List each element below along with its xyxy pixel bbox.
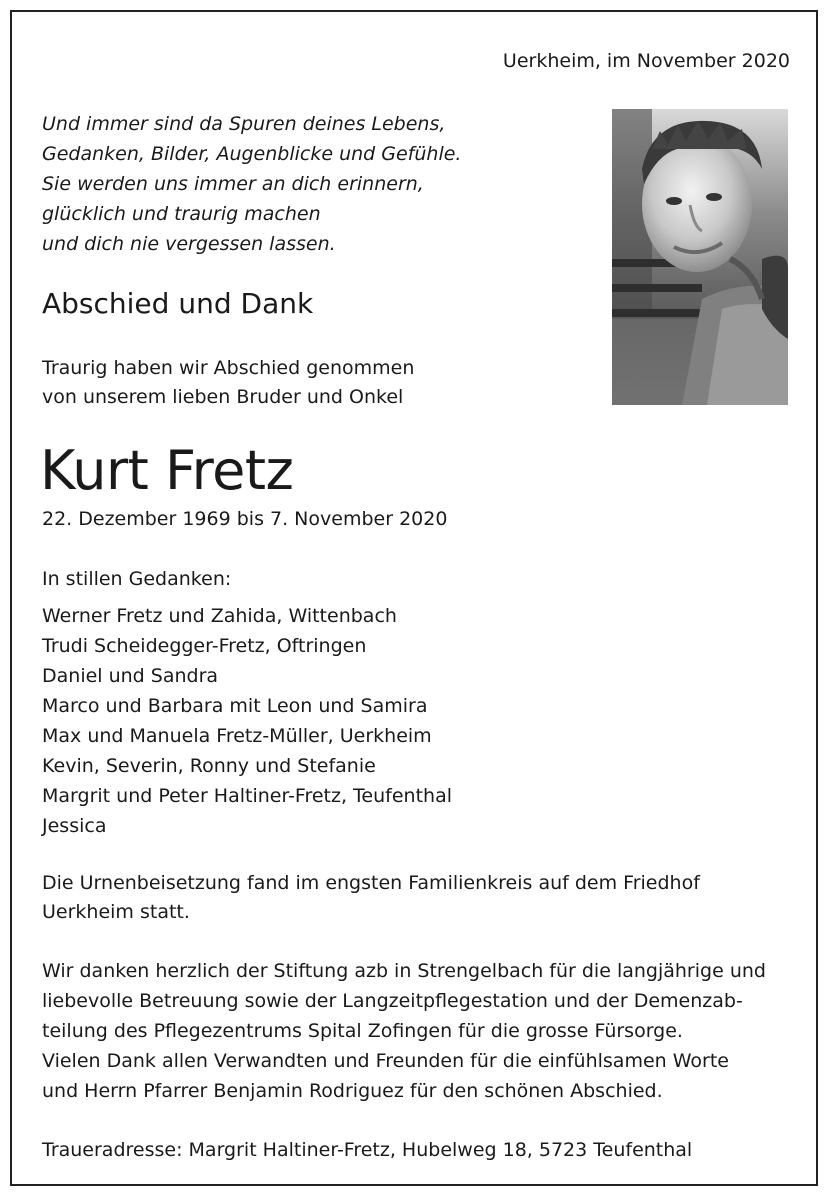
heading: Abschied und Dank: [42, 287, 314, 320]
thanks-line: Wir danken herzlich der Stiftung azb in Strengelbach für die langjährige und: [42, 960, 766, 982]
thanks-line: teilung des Pflegezentrums Spital Zofingen für die grosse Fürsorge.: [42, 1020, 683, 1042]
poem-line: und dich nie vergessen lassen.: [42, 233, 336, 255]
burial-line: Die Urnenbeisetzung fand im engsten Familienkreis auf dem Friedhof: [42, 872, 700, 894]
list-item: Jessica: [42, 815, 107, 837]
list-item: Marco und Barbara mit Leon und Samira: [42, 695, 428, 717]
thanks-line: liebevolle Betreuung sowie der Langzeitpflegestation und der Demenzab-: [42, 990, 743, 1012]
intro-text: [42, 354, 414, 412]
poem-line: Und immer sind da Spuren deines Lebens,: [42, 113, 446, 135]
burial-line: Uerkheim statt.: [42, 901, 190, 923]
portrait-photo: [612, 109, 788, 405]
list-item: Trudi Scheidegger-Fretz, Oftringen: [42, 635, 367, 657]
poem-line: Gedanken, Bilder, Augenblicke und Gefühle.: [42, 143, 462, 165]
burial-notice: [42, 869, 700, 927]
poem-line: Sie werden uns immer an dich erinnern,: [42, 173, 424, 195]
thanks-paragraph: [42, 956, 766, 1106]
place-date: Uerkheim, im November 2020: [502, 50, 790, 72]
mourners-list: [42, 601, 452, 841]
lifespan-dates: 22. Dezember 1969 bis 7. November 2020: [42, 508, 448, 530]
thanks-line: Vielen Dank allen Verwandten und Freunden für die einfühlsamen Worte: [42, 1050, 729, 1072]
list-item: Werner Fretz und Zahida, Wittenbach: [42, 605, 397, 627]
poem-line: glücklich und traurig machen: [42, 203, 321, 225]
list-item: Kevin, Severin, Ronny und Stefanie: [42, 755, 376, 777]
list-item: Max und Manuela Fretz-Müller, Uerkheim: [42, 725, 432, 747]
mourners-title: In stillen Gedanken:: [42, 568, 232, 590]
list-item: Daniel und Sandra: [42, 665, 219, 687]
intro-line: von unserem lieben Bruder und Onkel: [42, 386, 404, 408]
portrait-illustration: [612, 109, 788, 405]
mourning-address: Traueradresse: Margrit Haltiner-Fretz, Hubelweg 18, 5723 Teufenthal: [42, 1139, 693, 1161]
poem: [42, 109, 461, 259]
thanks-line: und Herrn Pfarrer Benjamin Rodriguez für den schönen Abschied.: [42, 1080, 663, 1102]
intro-line: Traurig haben wir Abschied genommen: [42, 357, 415, 379]
deceased-name: Kurt Fretz: [40, 439, 294, 502]
list-item: Margrit und Peter Haltiner-Fretz, Teufenthal: [42, 785, 452, 807]
